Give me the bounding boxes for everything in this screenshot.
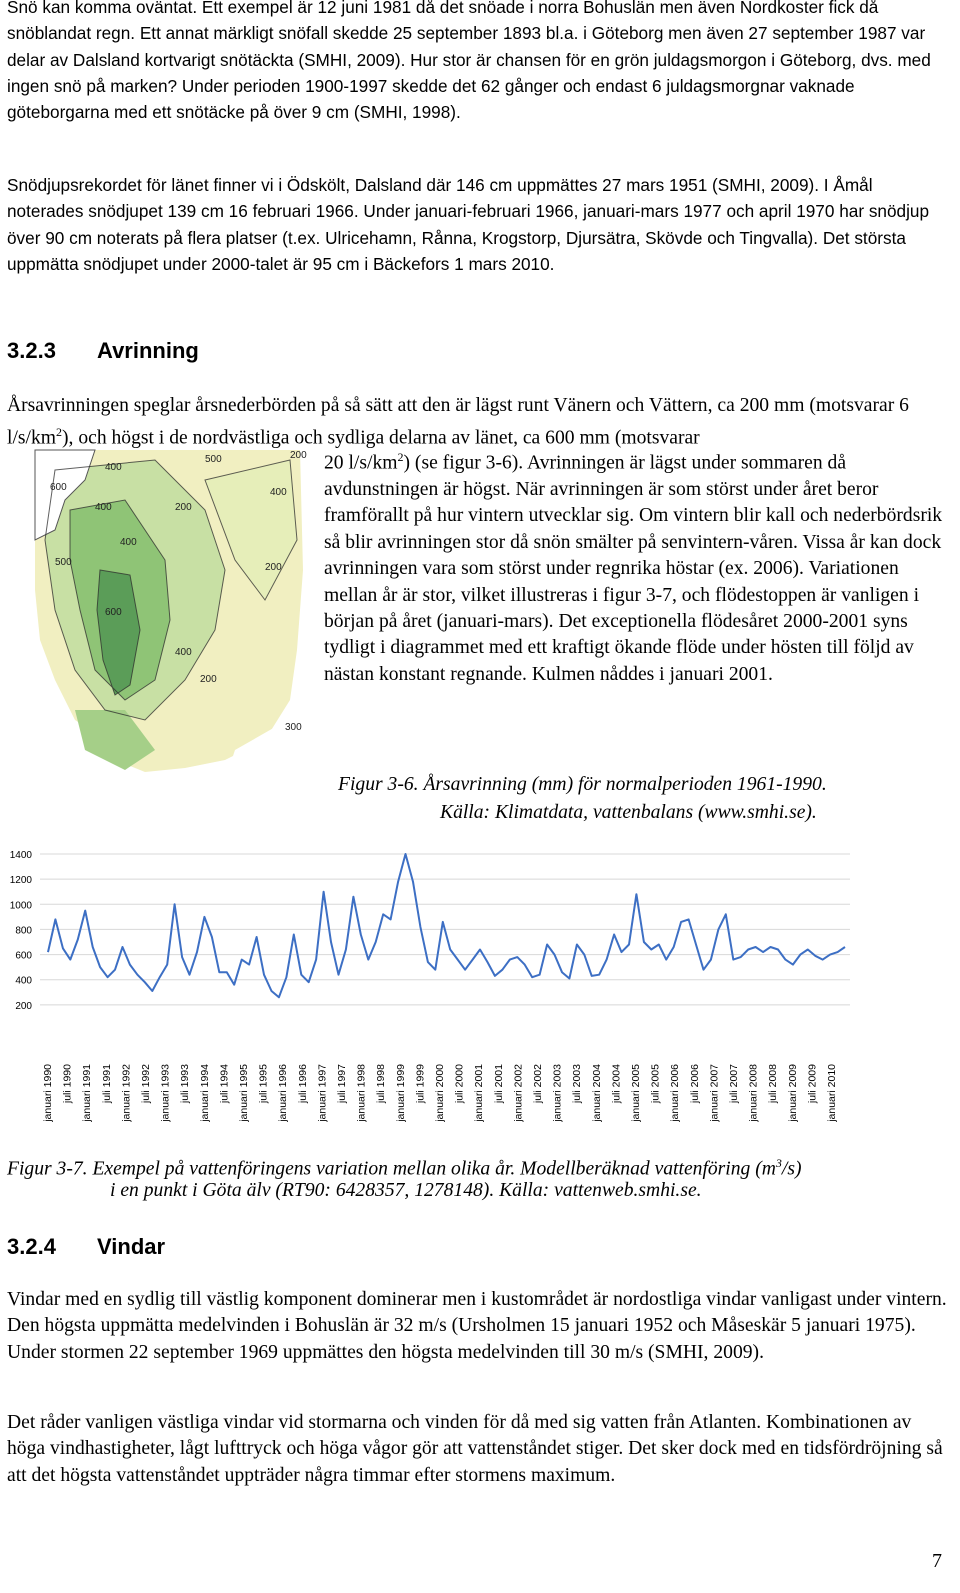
- paragraph-snow-intro: Snö kan komma oväntat. Ett exempel är 12 juni 1981 då det snöade i norra Bohuslän men även Nordkoster fick då snöblandat regn. Ett annat märkligt snöfall skedde 25 september 1893 bl.a. i Göteborg men även 27 september 1987 var delar av Dalsland kortvarigt snötäckta (SMHI, 2009). Hur stor är chansen för en grön juldagsmorgon i Göteborg, dvs. med ingen snö på marken? Under perioden 1900-1997 skedde det 62 gånger och endast 6 juldagsmorgnar vaknade göteborgarna med ett snötäcke på över 9 cm (SMHI, 1998).: [7, 0, 931, 123]
- heading-runoff-title: Avrinning: [97, 338, 199, 363]
- x-tick-label: juli 2001: [492, 1064, 505, 1104]
- caption-figure-3-6-line1: Figur 3-6. Årsavrinning (mm) för normalperioden 1961-1990.: [338, 774, 827, 795]
- x-tick-label: januari 2009: [786, 1064, 799, 1122]
- y-tick-label: 200: [15, 1000, 32, 1012]
- x-tick-label: juli 2006: [688, 1064, 701, 1104]
- x-tick-label: juli 2000: [453, 1064, 466, 1104]
- map-contour-label: 500: [205, 454, 222, 465]
- caption-figure-3-7-text: Figur 3-7. Exempel på vattenföringens variation mellan olika år. Modellberäknad vattenföring (m: [7, 1158, 776, 1180]
- x-tick-label: juli 2008: [767, 1064, 780, 1104]
- map-contour-label: 200: [175, 502, 192, 513]
- x-tick-label: juli 1993: [179, 1064, 192, 1104]
- x-tick-label: januari 1994: [198, 1064, 211, 1122]
- x-tick-label: januari 2007: [708, 1064, 721, 1122]
- x-tick-label: juli 2007: [728, 1064, 740, 1104]
- series-line: [48, 854, 845, 997]
- x-tick-label: juli 1996: [296, 1064, 309, 1104]
- x-tick-label: januari 1996: [277, 1064, 290, 1122]
- x-tick-label: juli 1992: [140, 1064, 152, 1104]
- y-tick-label: 1000: [9, 900, 32, 912]
- runoff-lead-sup: 2: [56, 425, 62, 440]
- paragraph-snow-depth: Snödjupsrekordet för länet finner vi i Ödskölt, Dalsland där 146 cm uppmättes 27 mars 1951 (SMHI, 2009). I Åmål noterades snödjupet 139 cm 16 februari 1966. Under januari-februari 1966, januari-mars 1977 och april 1970 har snödjup över 90 cm noterats på flera platser (t.ex. Ulricehamn, Rånna, Krogstorp, Djursätra, Skövde och Tingvalla). Det största uppmätta snödjupet under 2000-talet är 95 cm i Bäckefors 1 mars 2010.: [7, 175, 930, 274]
- heading-runoff-number: 3.2.3: [7, 338, 56, 363]
- x-tick-label: januari 1995: [238, 1064, 250, 1122]
- map-contour-label: 400: [270, 487, 287, 498]
- x-tick-label: juli 1999: [414, 1064, 427, 1104]
- heading-wind-number: 3.2.4: [7, 1234, 56, 1259]
- x-tick-label: juli 2004: [610, 1064, 623, 1104]
- map-contour-label: 400: [105, 462, 122, 473]
- caption-figure-3-7-text-end: /s): [781, 1158, 802, 1180]
- runoff-side-sup: 2: [397, 450, 404, 464]
- map-contour-label: 200: [200, 674, 217, 685]
- paragraph-wind-1: Vindar med en sydlig till västlig komponent dominerar men i kustområdet är nordostliga vindar vanligast under vintern. Den högsta uppmätta medelvinden i Bohuslän är 32 m/s (Ursholmen 15 januari 1952 och Måseskär 5 januari 1975). Under stormen 22 september 1969 uppmättes den högsta medelvinden till 30 m/s (SMHI, 2009).: [7, 1289, 947, 1363]
- heading-wind: [7, 1234, 165, 1260]
- y-tick-label: 1200: [9, 875, 32, 887]
- x-tick-label: januari 2000: [434, 1064, 446, 1122]
- x-tick-label: januari 2006: [669, 1064, 682, 1122]
- caption-figure-3-6-line2: Källa: Klimatdata, vattenbalans (www.smhi.se).: [440, 802, 817, 823]
- x-tick-label: juli 1990: [61, 1064, 74, 1104]
- x-tick-label: januari 2002: [512, 1064, 525, 1122]
- paragraph-runoff-side: [324, 444, 948, 688]
- x-tick-label: juli 2009: [806, 1064, 819, 1104]
- x-tick-label: juli 2002: [532, 1064, 544, 1104]
- map-contour-label: 300: [285, 722, 302, 733]
- x-tick-label: januari 1993: [159, 1064, 172, 1122]
- x-tick-label: januari 2001: [473, 1064, 486, 1122]
- map-contour-label: 400: [120, 537, 137, 548]
- caption-figure-3-7-line2: i en punkt i Göta älv (RT90: 6428357, 1278148). Källa: vattenweb.smhi.se.: [110, 1180, 702, 1201]
- runoff-lead-text: Årsavrinningen speglar årsnederbörden på så sätt att den är lägst runt Vänern och Vättern, ca 200 mm (motsvarar 6 l/s/km: [7, 395, 909, 449]
- y-tick-label: 800: [15, 925, 32, 937]
- x-tick-label: juli 1994: [218, 1064, 231, 1104]
- x-tick-label: januari 2005: [630, 1064, 642, 1122]
- x-tick-label: januari 1999: [394, 1064, 407, 1122]
- x-tick-label: juli 2003: [571, 1064, 584, 1104]
- map-contour-label: 600: [50, 482, 67, 493]
- x-tick-label: januari 2008: [747, 1064, 760, 1122]
- x-tick-label: januari 1997: [316, 1064, 329, 1122]
- caption-figure-3-7-sup: 3: [775, 1156, 782, 1170]
- map-contour-label: 400: [95, 502, 112, 513]
- map-contour-label: 200: [290, 450, 307, 461]
- flow-chart: [0, 840, 860, 1140]
- x-tick-label: juli 1995: [257, 1064, 270, 1104]
- page-number: 7: [932, 1550, 942, 1572]
- map-contour-label: 500: [55, 557, 72, 568]
- paragraph-wind-2: Det råder vanligen västliga vindar vid stormarna och vinden för då med sig vatten från Atlanten. Kombinationen av höga vindhastigheter, lågt lufttryck och höga vågor gör att vattenståndet stiger. Det sker dock med en tidsfördröjning så att det högsta vattenståndet uppträder några timmar efter stormens maximum.: [7, 1412, 943, 1486]
- heading-wind-title: Vindar: [97, 1234, 166, 1259]
- x-tick-label: juli 1991: [100, 1064, 113, 1104]
- x-tick-label: juli 2005: [649, 1064, 662, 1104]
- runoff-lead-text-2: ), och högst i de nordvästliga och sydliga delarna av länet, ca 600 mm (motsvarar: [62, 427, 700, 449]
- x-tick-label: januari 1998: [355, 1064, 368, 1122]
- runoff-side-text-2: ) (se figur 3-6). Avrinningen är lägst under sommaren då avdunstningen är högst. När avrinningen är som störst under året beror framförallt på hur vintern utvecklar sig. Om vintern blir kall och nederbördsrik så blir avrinningen stor då snön smälter på senvintern-våren. Vissa år kan dock avrinningen vara som störst under regnrika höstar (ex. 2006). Variationen mellan år är stor, vilket illustreras i figur 3-7, och flödestoppen är vanligen i början på året (januari-mars). Det exceptionella flödesåret 2000-2001 syns tydligt i diagrammet med ett kraftigt ökande flöde under hösten till följd av nästan konstant regnande. Kulmen nåddes i januari 2001.: [324, 452, 943, 685]
- runoff-map: [35, 450, 305, 780]
- x-tick-label: januari 2003: [551, 1064, 564, 1122]
- x-tick-label: juli 1998: [375, 1064, 388, 1104]
- map-contour-label: 200: [265, 562, 282, 573]
- x-tick-label: januari 1991: [81, 1064, 94, 1122]
- map-contour-label: 600: [105, 607, 122, 618]
- x-tick-label: januari 2004: [590, 1064, 603, 1122]
- y-tick-label: 600: [15, 950, 32, 962]
- y-tick-label: 1400: [9, 850, 32, 861]
- x-tick-label: januari 1990: [42, 1064, 54, 1122]
- x-tick-label: januari 1992: [120, 1064, 133, 1122]
- map-contour-label: 400: [175, 647, 192, 658]
- x-tick-label: januari 2010: [826, 1064, 838, 1122]
- runoff-side-text: 20 l/s/km: [324, 452, 398, 474]
- y-tick-label: 400: [15, 975, 32, 987]
- heading-runoff: [7, 338, 199, 364]
- x-tick-label: juli 1997: [336, 1064, 348, 1104]
